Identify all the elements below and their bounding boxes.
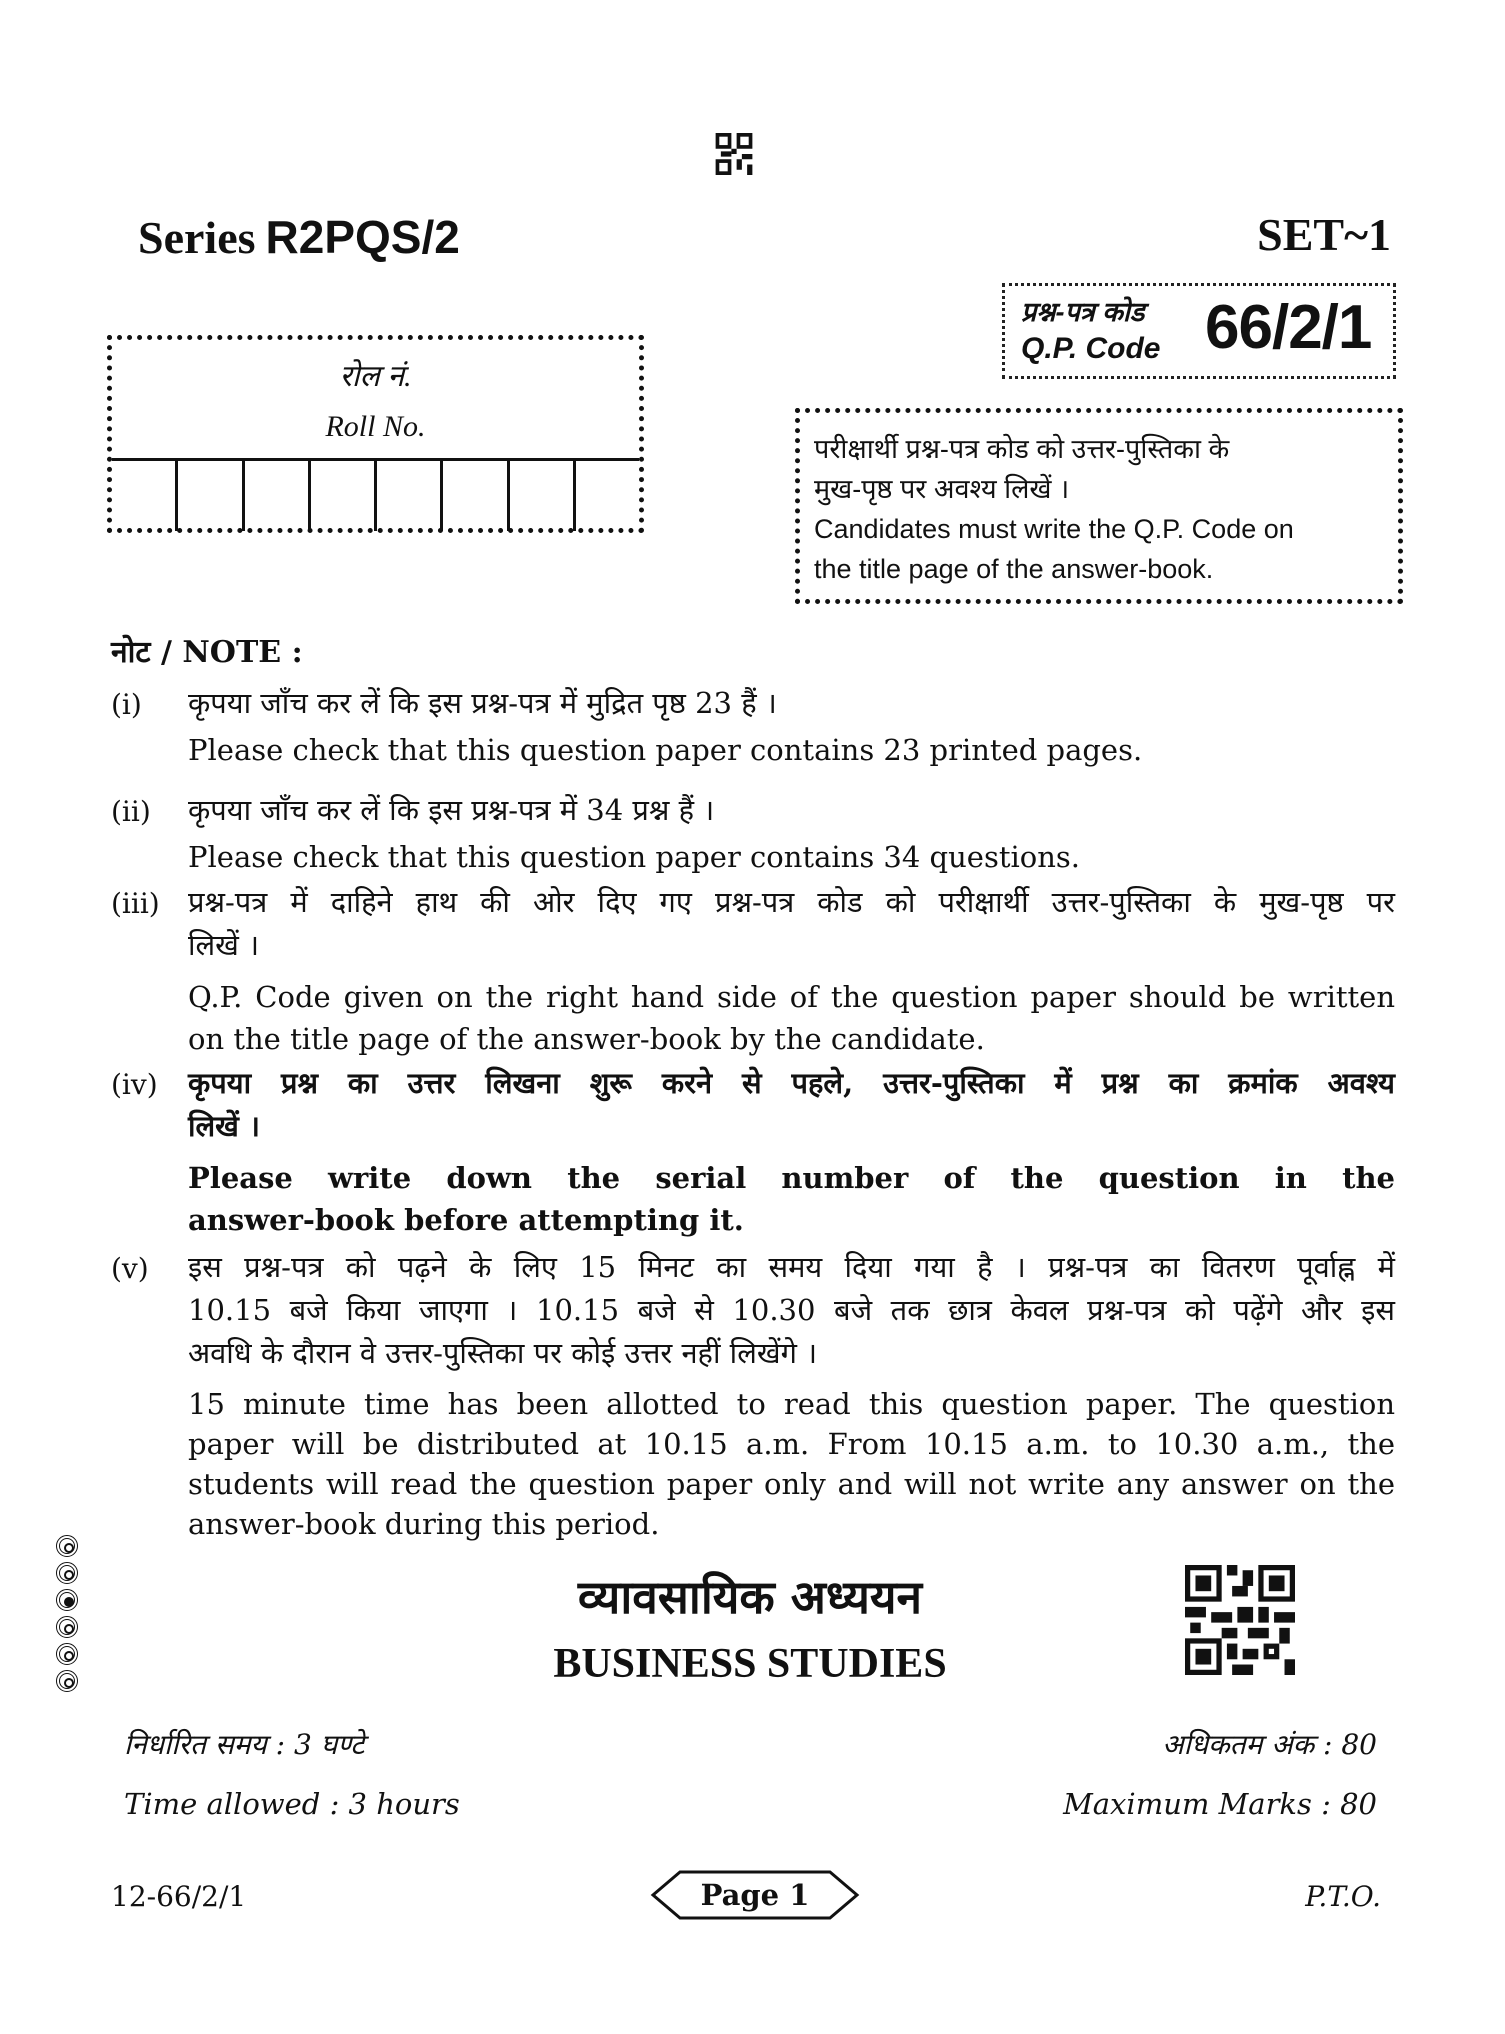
time-allowed-hindi: निर्धारित समय : 3 घण्टे [124,1728,365,1761]
note-5-hindi-3: अवधि के दौरान वे उत्तर-पुस्तिका पर कोई उत्तर नहीं लिखेंगे । [188,1336,818,1370]
roll-cell[interactable] [311,461,377,531]
candidate-note-english-1: Candidates must write the Q.P. Code on [814,514,1294,544]
qp-code-label-english: Q.P. Code [1021,332,1161,365]
roll-cell[interactable] [112,461,178,531]
time-allowed-english: Time allowed : 3 hours [124,1787,460,1821]
note-5-hindi-1: इस प्रश्न-पत्र को पढ़ने के लिए 15 मिनट का समय दिया गया है । प्रश्न-पत्र का वितरण पूर्वाह्न में [188,1250,1395,1284]
roll-cell[interactable] [377,461,443,531]
note-heading: नोट / NOTE : [111,635,303,670]
note-4-english-1: Please write down the serial number of the question in the [188,1161,1395,1195]
roll-cell[interactable] [178,461,244,531]
candidate-note-hindi-1: परीक्षार्थी प्रश्न-पत्र कोड को उत्तर-पुस्तिका के [814,434,1230,464]
roll-cell[interactable] [443,461,509,531]
note-number: (iii) [111,887,160,920]
note-5-english-3: students will read the question paper only and will not write any answer on the [188,1467,1395,1501]
candidate-note-hindi-2: मुख-पृष्ठ पर अवश्य लिखें । [814,474,1070,504]
qp-code-box [1002,283,1396,379]
qp-code-label-hindi: प्रश्न-पत्र कोड [1021,297,1145,327]
roll-number-cells [112,458,639,531]
qr-code-icon [1185,1565,1295,1675]
note-3-hindi-2: लिखें । [188,928,260,962]
page-number-badge [650,1870,860,1920]
candidate-instruction-box [795,408,1403,604]
roll-cell[interactable] [245,461,311,531]
note-number: (ii) [111,795,151,828]
qp-code-value: 66/2/1 [1205,293,1372,362]
note-5-english-2: paper will be distributed at 10.15 a.m. From 10.15 a.m. to 10.30 a.m., the [188,1427,1395,1461]
note-5-hindi-2: 10.15 बजे किया जाएगा । 10.15 बजे से 10.30 बजे तक छात्र केवल प्रश्न-पत्र को पढ़ेंगे और इस [188,1293,1395,1327]
series-text: Series [138,212,256,263]
roll-label-english: Roll No. [325,410,426,443]
note-4-hindi-1: कृपया प्रश्न का उत्तर लिखना शुरू करने से पहले, उत्तर-पुस्तिका में प्रश्न का क्रमांक अवश्य [188,1066,1395,1100]
subject-title-hindi: व्यावसायिक अध्ययन [577,1570,923,1624]
page-number: Page 1 [700,1878,810,1912]
note-5-english-1: 15 minute time has been allotted to read this question paper. The question [188,1387,1395,1421]
note-3-hindi-1: प्रश्न-पत्र में दाहिने हाथ की ओर दिए गए प्रश्न-पत्र कोड को परीक्षार्थी उत्तर-पुस्तिका के मुख-पृष्ठ पर [188,885,1395,919]
candidate-note-english-2: the title page of the answer-book. [814,554,1214,584]
roll-label-hindi: रोल नं. [339,360,412,393]
note-number: (iv) [111,1068,158,1101]
note-3-english-1: Q.P. Code given on the right hand side of the question paper should be written [188,980,1395,1014]
max-marks-english: Maximum Marks : 80 [1063,1787,1377,1821]
note-5-english-4: answer-book during this period. [188,1507,660,1541]
note-4-hindi-2: लिखें । [188,1109,260,1143]
roll-cell[interactable] [576,461,639,531]
note-2-hindi: कृपया जाँच कर लें कि इस प्रश्न-पत्र में 34 प्रश्न हैं । [188,793,715,827]
set-number: SET~1 [1257,209,1391,260]
note-4-english-2: answer-book before attempting it. [188,1203,744,1237]
roll-cell[interactable] [510,461,576,531]
please-turn-over: P.T.O. [1305,1880,1381,1913]
note-number: (v) [111,1252,149,1285]
note-2-english: Please check that this question paper contains 34 questions. [188,840,1080,874]
note-1-hindi: कृपया जाँच कर लें कि इस प्रश्न-पत्र में मुद्रित पृष्ठ 23 हैं । [188,686,777,720]
max-marks-hindi: अधिकतम अंक : 80 [1162,1728,1377,1761]
note-1-english: Please check that this question paper contains 23 printed pages. [188,733,1143,767]
subject-title-english: BUSINESS STUDIES [553,1641,947,1687]
security-ornament-icon [56,1535,84,1697]
footer-paper-code: 12-66/2/1 [111,1880,247,1913]
series-code: R2PQS/2 [265,211,460,263]
note-3-english-2: on the title page of the answer-book by the candidate. [188,1022,985,1056]
roll-number-box [107,335,644,533]
note-number: (i) [111,688,142,721]
qr-code-icon [715,133,753,175]
series-label [138,210,460,264]
